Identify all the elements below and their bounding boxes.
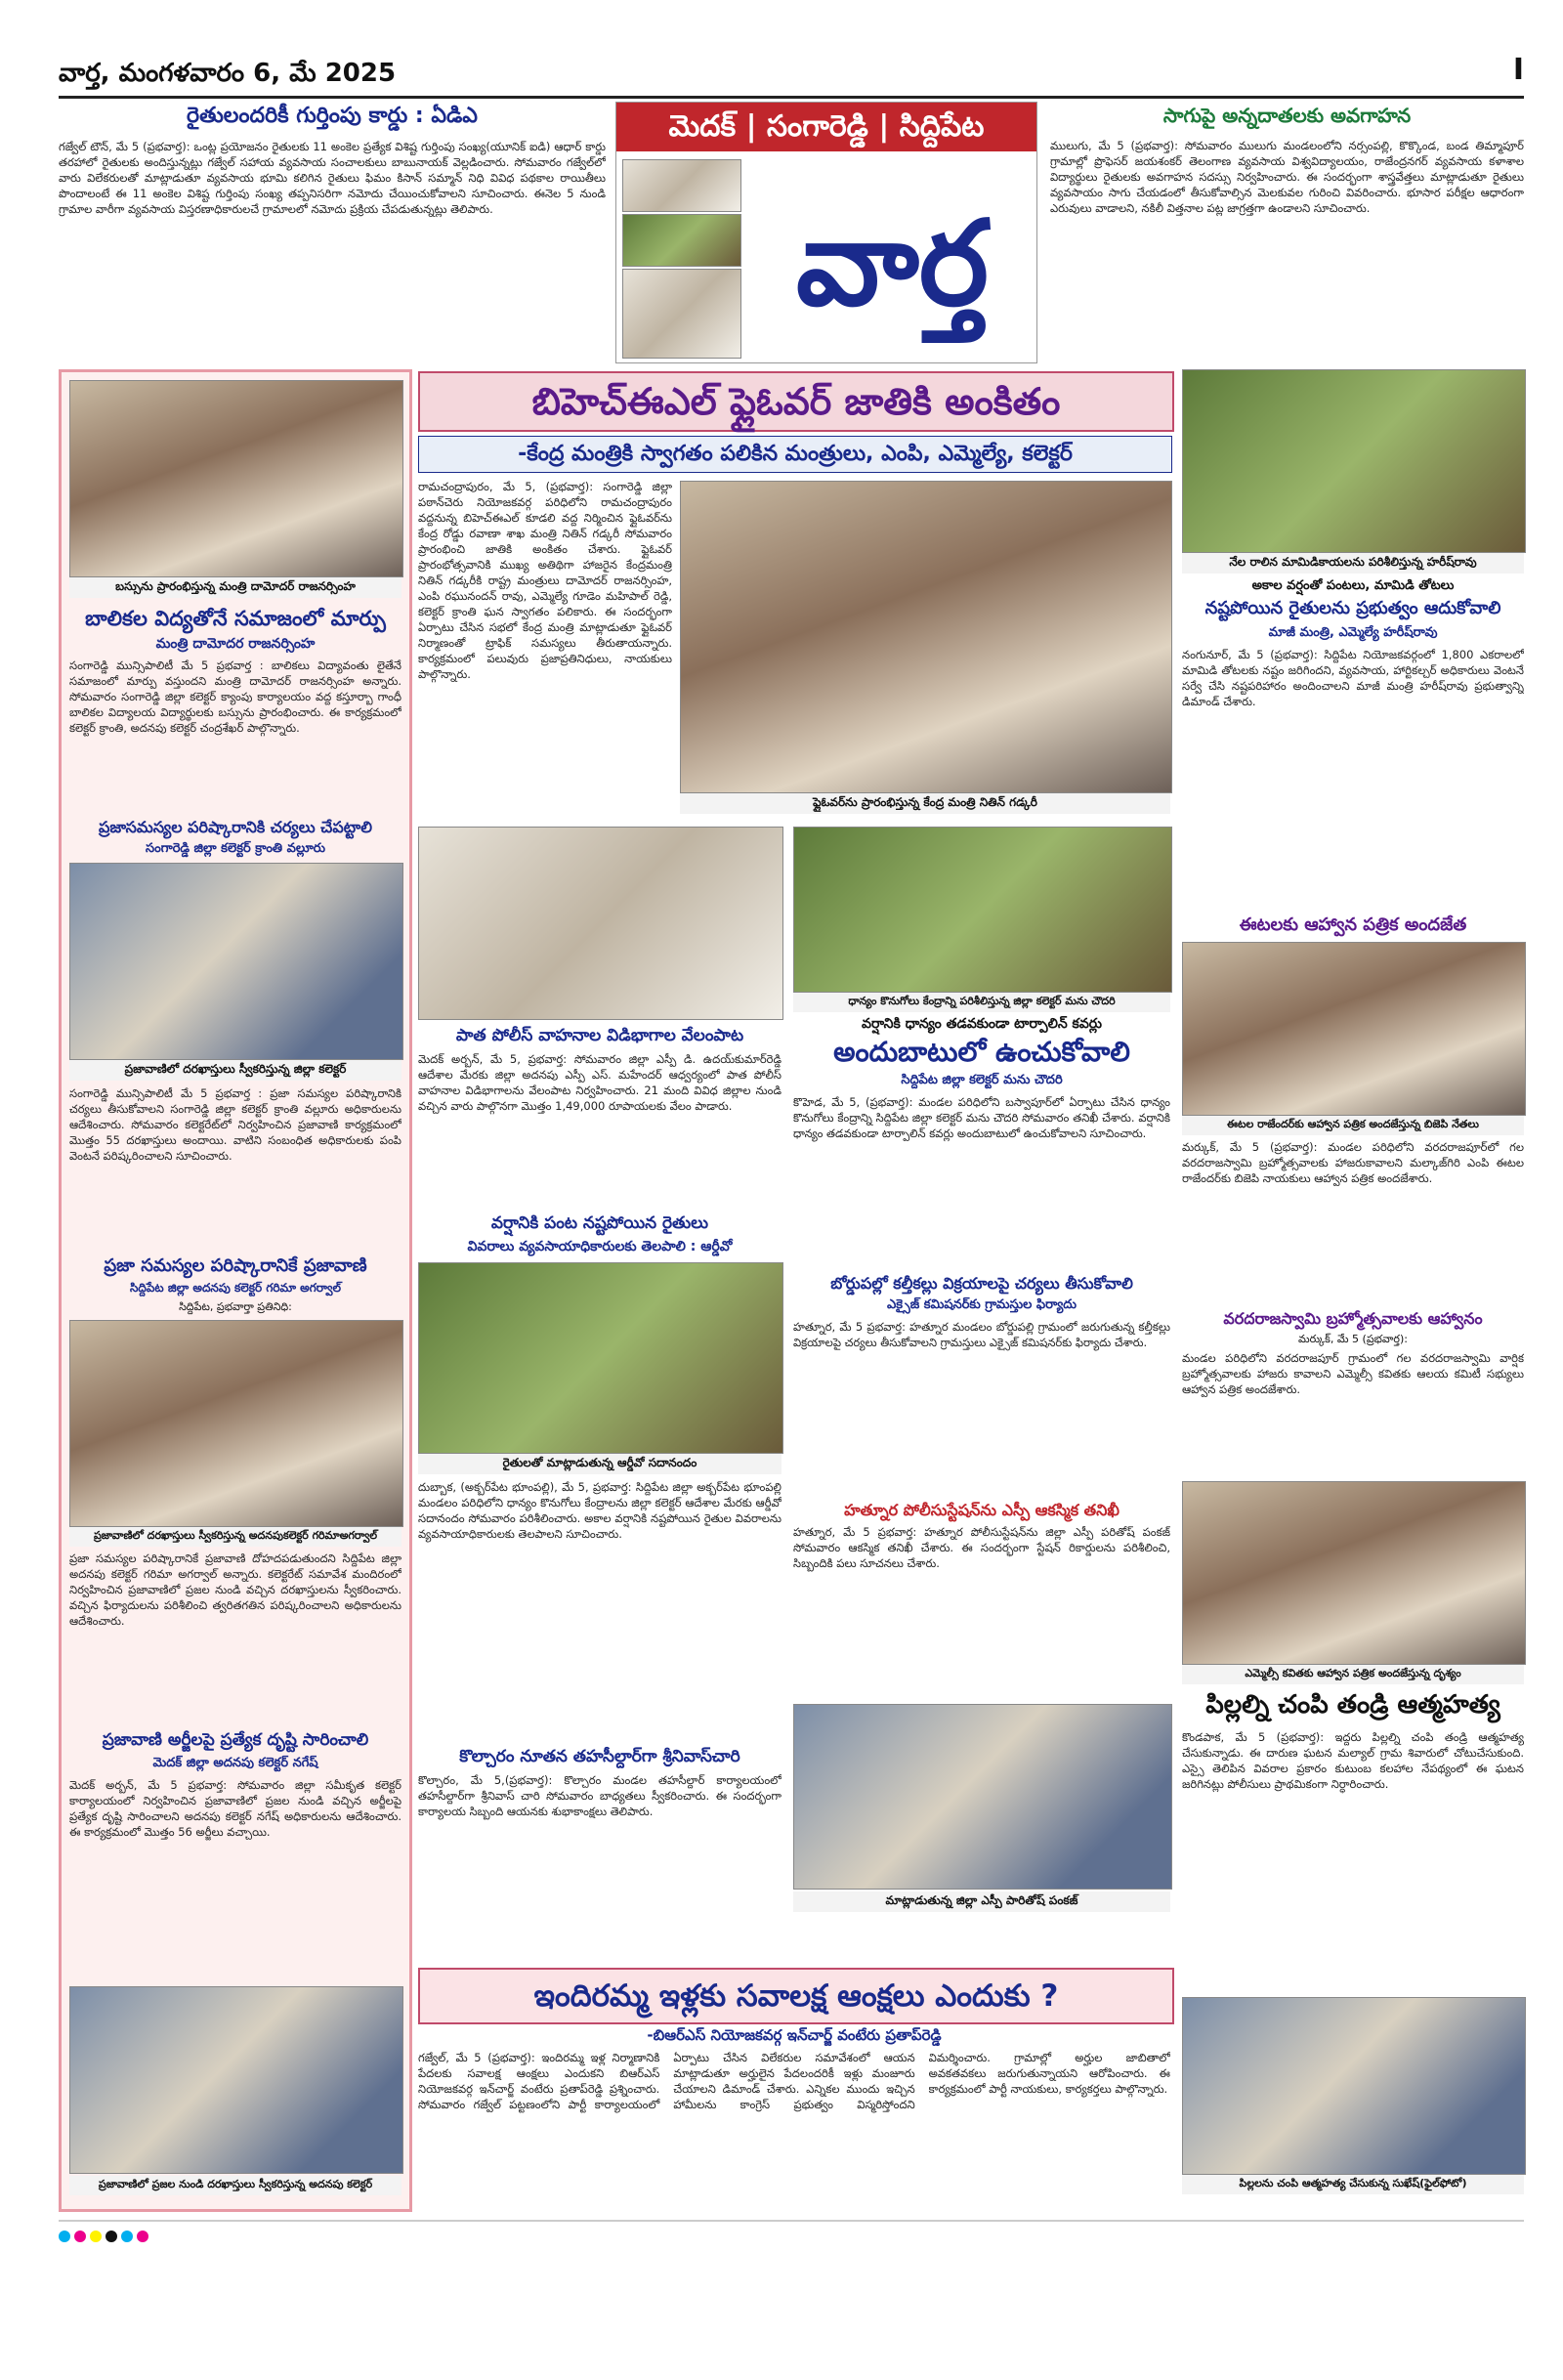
story-title: బాలికల విద్యతోనే సమాజంలో మార్పు: [85, 607, 386, 630]
story-subtitle: సంగారెడ్డి జిల్లా కలెక్టర్ క్రాంతి వల్లూరు: [146, 841, 325, 856]
story-body: ములుగు, మే 5 (ప్రభవార్త): సోమవారం ములుగు మండలంలోని నర్సంపల్లి, కొక్కొండ, బండ తిమ్మాపూర్ గ్రామాల్లో ప్రొఫెసర్ జయశంకర్ తెలంగాణ వ్యవసాయ విశ్వవిద్యాలయం, రాజేంద్రనగర్ వ్యవసాయ కళాశాల విద్యార్థులు రైతులకు అవగాహన సదస్సు నిర్వహించారు. ఈ సందర్భంగా శాస్త్రవేత్తలు మాట్లాడుతూ రైతులు వ్యవసాయం సాగు చేయడంలో తీసుకోవాల్సిన మెలకువల గురించి వివరించారు. భూసార పరీక్షల ఆధారంగా ఎరువులు వాడాలని, నకిలీ విత్తనాల పట్ల జాగ్రత్తగా ఉండాలని సూచించారు.: [1050, 139, 1524, 215]
brand-logo: వార్త: [796, 194, 989, 332]
photo-caption: మాట్లాడుతున్న జిల్లా ఎస్పీ పారితోష్ పంకజ్: [793, 1891, 1170, 1912]
story-title: ప్రజావాణి అర్జీలపై ప్రత్యేక దృష్టి సారించాలి: [102, 1730, 369, 1750]
story-subtitle: ఎక్సైజ్ కమిషనర్‌కు గ్రామస్తుల ఫిర్యాదు: [887, 1297, 1077, 1312]
dateline: సిద్దిపేట, ప్రభవార్తా ప్రతినిధి:: [179, 1300, 292, 1313]
story-body: హత్నూర, మే 5 ప్రభవార్త: హత్నూర పోలీసుస్టేషన్‌ను జిల్లా ఎస్పీ పరితోష్ పంకజ్ సోమవారం ఆకస్మిక తనిఖీ చేశారు. ఈ సందర్భంగా స్టేషన్ రికార్డులను పరిశీలించి, సిబ్బందికి పలు సూచనలు చేశారు.: [793, 1525, 1170, 1570]
story-subtitle: మెదక్ జిల్లా అదనపు కలెక్టర్ నగేష్: [152, 1756, 318, 1770]
children-photo: [1182, 1997, 1526, 2175]
district-siddipet: సిద్దిపేట: [899, 109, 985, 144]
etela-photo: [1182, 942, 1526, 1116]
sp-police-station-photo: [793, 1704, 1172, 1890]
photo-caption: ప్రజావాణిలో దరఖాస్తులు స్వీకరిస్తున్న అదనపుకలెక్టర్ గరిమాఅగర్వాల్: [69, 1527, 401, 1547]
lead-subtitle: -కేంద్ర మంత్రికి స్వాగతం పలికిన మంత్రులు, ఎంపి, ఎమ్మెల్యే, కలెక్టర్: [518, 442, 1073, 466]
rdo-farmers-photo: [418, 1262, 783, 1454]
page-date: వార్త, మంగళవారం 6, మే 2025: [59, 59, 397, 88]
top-right-story: [1050, 104, 1524, 367]
story-title: రైతులందరికీ గుర్తింపు కార్డు : ఏడిఎ: [187, 104, 478, 128]
story-body: మండల పరిధిలోని వరదరాజపూర్ గ్రామంలో గల వరదరాజస్వామి వార్షిక బ్రహ్మోత్సవాలకు హాజరు కావాలని ఎమ్మెల్సీ కవితకు ఆలయ కమిటీ సభ్యులు ఆహ్వాన పత్రిక అందజేశారు.: [1182, 1351, 1524, 1396]
right-column: [1182, 369, 1524, 2206]
clocktower-photo: [622, 269, 741, 359]
medak-prajavani-photo: [69, 1986, 403, 2174]
story-subtitle: మంత్రి దామోదర రాజనర్సింహ: [155, 636, 316, 652]
story-kicker: వర్షానికి ధాన్యం తడవకుండా టార్పాలిన్ కవర్లు: [862, 1016, 1102, 1032]
story-body: మర్కుక్, మే 5 (ప్రభవార్త): మండల పరిధిలోని వరదరాజపూర్‌లో గల వరదరాజస్వామి బ్రహ్మోత్సవాలకు హాజరుకావాలని మల్కాజ్‌గిరి ఎంపి ఈటల రాజేందర్‌కు బిజెపి నాయకులు ఆహ్వాన పత్రిక అందజేశారు.: [1182, 1140, 1524, 1185]
story-subtitle: మాజీ మంత్రి, ఎమ్మెల్యే హరీష్‌రావు: [1268, 625, 1438, 640]
lead-headline-box: [418, 371, 1174, 432]
story-kicker: అకాల వర్షంతో పంటలు, మామిడి తోటలు: [1251, 578, 1455, 593]
story-body: ప్రజా సమస్యల పరిష్కారానికే ప్రజావాణి దోహదపడుతుందని సిద్దిపేట జిల్లా అదనపు కలెక్టర్ గరిమా అగర్వాల్ అన్నారు. కలెక్టరేట్ సమావేశ మందిరంలో నిర్వహించిన ప్రజావాణిలో ప్రజల నుండి వచ్చిన దరఖాస్తులను స్వీకరించారు. వచ్చిన ఫిర్యాదులను పరిశీలించి త్వరితగతిన పరిష్కరించాలని అధికారులను ఆదేశించారు.: [69, 1551, 401, 1628]
middle-right-column: [793, 827, 1170, 1960]
kavitha-photo: [1182, 1481, 1526, 1665]
collector-photo: [69, 863, 403, 1060]
prajavani-photo: [69, 1320, 403, 1527]
minister-bus-photo: [69, 380, 403, 577]
story-title: అందుబాటులో ఉంచుకోవాలి: [833, 1036, 1130, 1068]
lead-subtitle-box: [418, 436, 1172, 473]
photo-caption: ధాన్యం కొనుగోలు కేంద్రాన్ని పరిశీలిస్తున్న జిల్లా కలెక్టర్ మను చౌదరి: [793, 993, 1170, 1012]
story-body: సంగారెడ్డి మున్సిపాలిటీ మే 5 ప్రభవార్త : బాలికలు విద్యావంతు లైతేనే సమాజంలో మార్పు వస్తుందని మంత్రి దామోదర్ రాజనర్సింహ అన్నారు. సోమవారం సంగారెడ్డి జిల్లా కలెక్టర్ క్యాంపు కార్యాలయం వద్ద కస్తూర్బా గాంధీ బాలికల విద్యాలయ విద్యార్థులకు బస్సును ప్రారంభించారు. ఈ కార్యక్రమంలో కలెక్టర్ క్రాంతి, అదనపు కలెక్టర్ చంద్రశేఖర్ పాల్గొన్నారు.: [69, 659, 401, 735]
story-subtitle: సిద్దిపేట జిల్లా కలెక్టర్ మను చౌదరి: [901, 1073, 1063, 1087]
photo-caption: ఎమ్మెల్సీ కవితకు ఆహ్వాన పత్రిక అందజేస్తున్న దృశ్యం: [1182, 1665, 1524, 1684]
lead-body: రామచంద్రాపురం, మే 5, (ప్రభవార్త): సంగారెడ్డి జిల్లా పఠాన్‌చెరు నియోజకవర్గ పరిధిలోని రామచంద్రాపురం వద్దనున్న బిహెచ్ఈఎల్ కూడలి వద్ద నిర్మించిన ఫ్లైఓవర్‌ను కేంద్ర రోడ్డు రవాణా శాఖ మంత్రి నితిన్ గడ్కరీ సోమవారం ప్రారంభించి జాతికి అంకితం చేశారు. ఫ్లైఓవర్ ప్రారంభోత్సవానికి ముఖ్య అతిథిగా హాజరైన కేంద్రమంత్రి నితిన్ గడ్కరీకి రాష్ట్ర మంత్రులు దామోదర్ రాజనర్సింహ, ఎంపి రఘునందన్ రావు, ఎమ్మెల్యే గూడెం మహిపాల్ రెడ్డి, కలెక్టర్ క్రాంతి ఘన స్వాగతం పలికారు. ఈ సందర్భంగా ఏర్పాటు చేసిన సభలో కేంద్ర మంత్రి మాట్లాడుతూ ఫ్లైఓవర్ నిర్మాణంతో ట్రాఫిక్ సమస్యలు తీరుతాయన్నారు. కార్యక్రమంలో పలువురు ప్రజాప్రతినిధులు, నాయకులు పాల్గొన్నారు.: [418, 480, 672, 681]
story-subtitle: వివరాలు వ్యవసాయాధికారులకు తెలపాలి : ఆర్డీవో: [467, 1239, 733, 1254]
story-title: ప్రజాసమస్యల పరిష్కారానికి చర్యలు చేపట్టాలి: [99, 818, 372, 836]
masthead: [615, 102, 1037, 363]
vehicle-parts-photo: [418, 827, 783, 1020]
lead-title: బిహెచ్ఈఎల్ ఫ్లైఓవర్ జాతికి అంకితం: [531, 380, 1061, 423]
story-body: మెదక్ అర్బన్, మే 5, ప్రభవార్త: సోమవారం జిల్లా ఎస్పీ డి. ఉదయ్‌కుమార్‌రెడ్డి ఆదేశాల మేరకు జిల్లా అదనపు ఎస్పీ ఎస్. మహేందర్ ఆధ్వర్యంలో పాత పోలీస్ వాహనాల విడిభాగాలను వేలంపాట నిర్వహించారు. 21 మంది వివిధ జిల్లాల నుండి వచ్చిన వారు పాల్గొనగా మొత్తం 1,49,000 రూపాయలకు వేలం పాడారు.: [418, 1052, 782, 1113]
story-body: మెదక్ అర్బన్, మే 5 ప్రభవార్త: సోమవారం జిల్లా సమీకృత కలెక్టర్ కార్యాలయంలో నిర్వహించిన ప్రజావాణిలో ప్రజల నుండి వచ్చిన అర్జీలపై ప్రత్యేక దృష్టి సారించాలని అదనపు కలెక్టర్ నగేష్ అధికారులను ఆదేశించారు. ఈ కార్యక్రమంలో మొత్తం 56 అర్జీలు వచ్చాయి.: [69, 1778, 401, 1839]
story-title: నష్టపోయిన రైతులను ప్రభుత్వం ఆదుకోవాలి: [1204, 598, 1501, 618]
page-number: I: [1512, 53, 1524, 87]
temple-photo: [622, 159, 741, 212]
grain-center-photo: [793, 827, 1172, 993]
district-bar: మెదక్ | సంగారెడ్డి | సిద్దిపేట: [616, 103, 1036, 151]
story-title: ఈటలకు ఆహ్వాన పత్రిక అందజేత: [1239, 914, 1467, 935]
page-header: [59, 53, 1524, 99]
lead-caption: ఫ్లైఓవర్‌ను ప్రారంభిస్తున్న కేంద్ర మంత్రి నితిన్ గడ్కరీ: [680, 793, 1170, 814]
lead-photo: [680, 481, 1172, 793]
top-left-story: [59, 104, 606, 367]
mango-photo: [1182, 369, 1526, 553]
story-body: హత్నూర, మే 5 ప్రభవార్త: హత్నూర మండలం బోర్డుపల్లి గ్రామంలో జరుగుతున్న కల్తీకల్లు విక్రయాలపై చర్యలు తీసుకోవాలని గ్రామస్తులు ఎక్సైజ్ కమిషనర్‌కు ఫిర్యాదు చేశారు.: [793, 1320, 1170, 1349]
dateline: మర్కుక్, మే 5 (ప్రభవార్త):: [1298, 1333, 1408, 1345]
story-title: సాగుపై అన్నదాతలకు అవగాహన: [1162, 104, 1412, 127]
story-body: కొల్చారం, మే 5,(ప్రభవార్త): కొల్చారం మండల తహసీల్దార్ కార్యాలయంలో తహసీల్దార్‌గా శ్రీనివాస్ చారి సోమవారం బాధ్యతలు స్వీకరించారు. ఈ సందర్భంగా కార్యాలయ సిబ్బంది ఆయనకు శుభాకాంక్షలు తెలిపారు.: [418, 1773, 782, 1818]
bottom-title: ఇందిరమ్మ ఇళ్లకు సవాలక్ష ఆంక్షలు ఎందుకు ?: [533, 1978, 1059, 2014]
bottom-headline-box: [418, 1968, 1174, 2024]
story-title: హత్నూర పోలీసుస్టేషన్‌ను ఎస్పీ ఆకస్మిక తనిఖీ: [844, 1501, 1119, 1519]
photo-caption: నేల రాలిన మామిడికాయలను పరిశీలిస్తున్న హరీష్‌రావు: [1182, 553, 1524, 574]
story-subtitle: సిద్దిపేట జిల్లా అదనపు కలెక్టర్ గరిమా అగర్వాల్: [129, 1281, 342, 1295]
story-title: వర్షానికి పంట నష్టపోయిన రైతులు: [490, 1213, 709, 1233]
district-medak: మెదక్: [668, 109, 737, 144]
print-color-bar: [59, 2220, 1524, 2247]
photo-caption: ప్రజావాణిలో దరఖాస్తులు స్వీకరిస్తున్న జిల్లా కలెక్టర్: [69, 1060, 401, 1081]
photo-caption: రైతులతో మాట్లాడుతున్న ఆర్డీవో సదానందం: [418, 1454, 782, 1474]
story-body: గజ్వేల్ టౌన్, మే 5 (ప్రభవార్త): ఒంట్ల ప్రయోజనం రైతులకు 11 అంకెల ప్రత్యేక విశిష్ట గుర్తింపు సంఖ్య(యూనిక్ ఐడి) ఆధార్ కార్డు తరహాలో రైతులకు అందిస్తున్నట్లు గజ్వేల్ సహాయ వ్యవసాయ సంచాలకులు బాబునాయక్ వెల్లడించారు. సోమవారం గజ్వేల్‌లో వారు విలేకరులతో మాట్లాడుతూ వ్యవసాయ భూమి కలిగిన రైతులు ఫిమం కిసాన్ సమ్మాన్ నిధి వివిధ పథకాల రాయితీలు పొందాలంటే ఈ 11 అంకెల విశిష్ట గుర్తింపు సంఖ్య తప్పనిసరిగా నమోదు చేయించుకోవాలని సూచించారు. ఈనెల 5 నుండి గ్రామాల వారీగా వ్యవసాయ విస్తరణాధికారులచే గ్రామాలలో నమోదు ప్రక్రియ చేపడుతున్నట్లు తెలిపారు.: [59, 140, 606, 216]
story-title: పాత పోలీస్ వాహనాల విడిభాగాల వేలంపాట: [455, 1026, 744, 1045]
story-title: కొల్చారం నూతన తహసీల్దార్‌గా శ్రీనివాస్‌చారి: [459, 1747, 740, 1766]
district-sangareddy: సంగారెడ్డి: [766, 109, 868, 144]
story-title: పిల్లల్ని చంపి తండ్రి ఆత్మహత్య: [1205, 1690, 1500, 1720]
middle-left-column: [418, 827, 782, 1960]
left-column: [59, 369, 412, 2212]
story-title: బోర్డుపల్లో కల్తీకల్లు విక్రయాలపై చర్యలు తీసుకోవాలి: [830, 1274, 1133, 1293]
story-body: కొహెడ, మే 5, (ప్రభవార్త): మండల పరిధిలోని బస్వాపూర్‌లో ఏర్పాటు చేసిన ధాన్యం కొనుగోలు కేంద్రాన్ని సిద్దిపేట జిల్లా కలెక్టర్ మను చౌదరి సోమవారం తనిఖీ చేశారు. వర్షానికి ధాన్యం తడవకుండా టార్పాలిన్ కవర్లు అందుబాటులో ఉంచుకోవాలని సూచించారు.: [793, 1095, 1170, 1140]
story-body: కొండపాక, మే 5 (ప్రభవార్త): ఇద్దరు పిల్లల్ని చంపి తండ్రి ఆత్మహత్య చేసుకున్నాడు. ఈ దారుణ ఘటన మల్యాల్ గ్రామ శివారులో చోటుచేసుకుంది. ఎస్సై తెలిపిన వివరాల ప్రకారం కుటుంబ కలహాల నేపథ్యంలో ఈ ఘటన జరిగినట్లు పోలీసులు ప్రాథమికంగా నిర్ధారించారు.: [1182, 1730, 1524, 1791]
photo-caption: ఈటల రాజేందర్‌కు ఆహ్వాన పత్రిక అందజేస్తున్న బిజెపి నేతలు: [1182, 1116, 1524, 1135]
story-body: సంగారెడ్డి మున్సిపాలిటీ మే 5 ప్రభవార్త : ప్రజా సమస్యల పరిష్కారానికి చర్యలు తీసుకోవాలని సంగారెడ్డి జిల్లా కలెక్టర్ క్రాంతి వల్లూరు అధికారులను ఆదేశించారు. సోమవారం కలెక్టరేట్‌లో నిర్వహించిన ప్రజావాణి కార్యక్రమంలో మొత్తం 55 దరఖాస్తులు అందాయి. వాటిని సంబంధిత అధికారులకు పంపి వెంటనే పరిష్కరించాలని సూచించారు.: [69, 1086, 401, 1163]
bottom-body: గజ్వేల్, మే 5 (ప్రభవార్త): ఇందిరమ్మ ఇళ్ల నిర్మాణానికి పేదలకు సవాలక్ష ఆంక్షలు ఎందుకని బిఆర్ఎస్ నియోజకవర్గ ఇన్‌చార్జ్ వంటేరు ప్రతాప్‌రెడ్డి ప్రశ్నించారు. సోమవారం గజ్వేల్ పట్టణంలోని పార్టీ కార్యాలయంలో ఏర్పాటు చేసిన విలేకరుల సమావేశంలో ఆయన మాట్లాడుతూ అర్హులైన పేదలందరికీ ఇళ్లు మంజూరు చేయాలని డిమాండ్ చేశారు. ఎన్నికల ముందు ఇచ్చిన హామీలను కాంగ్రెస్ ప్రభుత్వం విస్మరిస్తోందని విమర్శించారు. గ్రామాల్లో అర్హుల జాబితాలో అవకతవకలు జరుగుతున్నాయని ఆరోపించారు. ఈ కార్యక్రమంలో పార్టీ నాయకులు, కార్యకర్తలు పాల్గొన్నారు.: [418, 2051, 1170, 2111]
story-body: దుబ్బాక, (అక్బర్‌పేట భూంపల్లి), మే 5, ప్రభవార్త: సిద్దిపేట జిల్లా అక్బర్‌పేట భూంపల్లి మండలం పరిధిలోని ధాన్యం కొనుగోలు కేంద్రాలను జిల్లా కలెక్టర్ ఆదేశాల మేరకు ఆర్డీవో సదానందం సోమవారం పరిశీలించారు. అకాల వర్షానికి నష్టపోయిన రైతుల వివరాలను వ్యవసాయాధికారులకు తెలపాలని సూచించారు.: [418, 1480, 782, 1541]
story-body: నంగునూర్, మే 5 (ప్రభవార్త): సిద్దిపేట నియోజకవర్గంలో 1,800 ఎకరాలలో మామిడి తోటలకు నష్టం జరిగిందని, వ్యవసాయ, హార్టికల్చర్ అధికారులు వెంటనే సర్వే చేసి నష్టపరిహారం అందించాలని మాజీ మంత్రి హరీష్‌రావు ప్రభుత్వాన్ని డిమాండ్ చేశారు.: [1182, 648, 1524, 708]
landscape-photo: [622, 214, 741, 267]
photo-caption: బస్సును ప్రారంభిస్తున్న మంత్రి దామోదర్ రాజనర్సింహ: [69, 577, 401, 598]
bottom-subtitle: -బిఆర్ఎస్ నియోజకవర్గ ఇన్‌చార్జ్ వంటేరు ప్రతాప్‌రెడ్డి: [647, 2026, 942, 2044]
photo-caption: పిల్లలను చంపి ఆత్మహత్య చేసుకున్న సుఖేష్(ఫైల్‌ఫోటో): [1182, 2175, 1524, 2194]
story-title: ప్రజా సమస్యల పరిష్కారానికే ప్రజావాణి: [104, 1255, 367, 1276]
story-title: వరదరాజస్వామి బ్రహ్మోత్సవాలకు ఆహ్వానం: [1223, 1309, 1483, 1328]
photo-caption: ప్రజావాణిలో ప్రజల నుండి దరఖాస్తులు స్వీకరిస్తున్న అదనపు కలెక్టర్: [69, 2176, 401, 2195]
